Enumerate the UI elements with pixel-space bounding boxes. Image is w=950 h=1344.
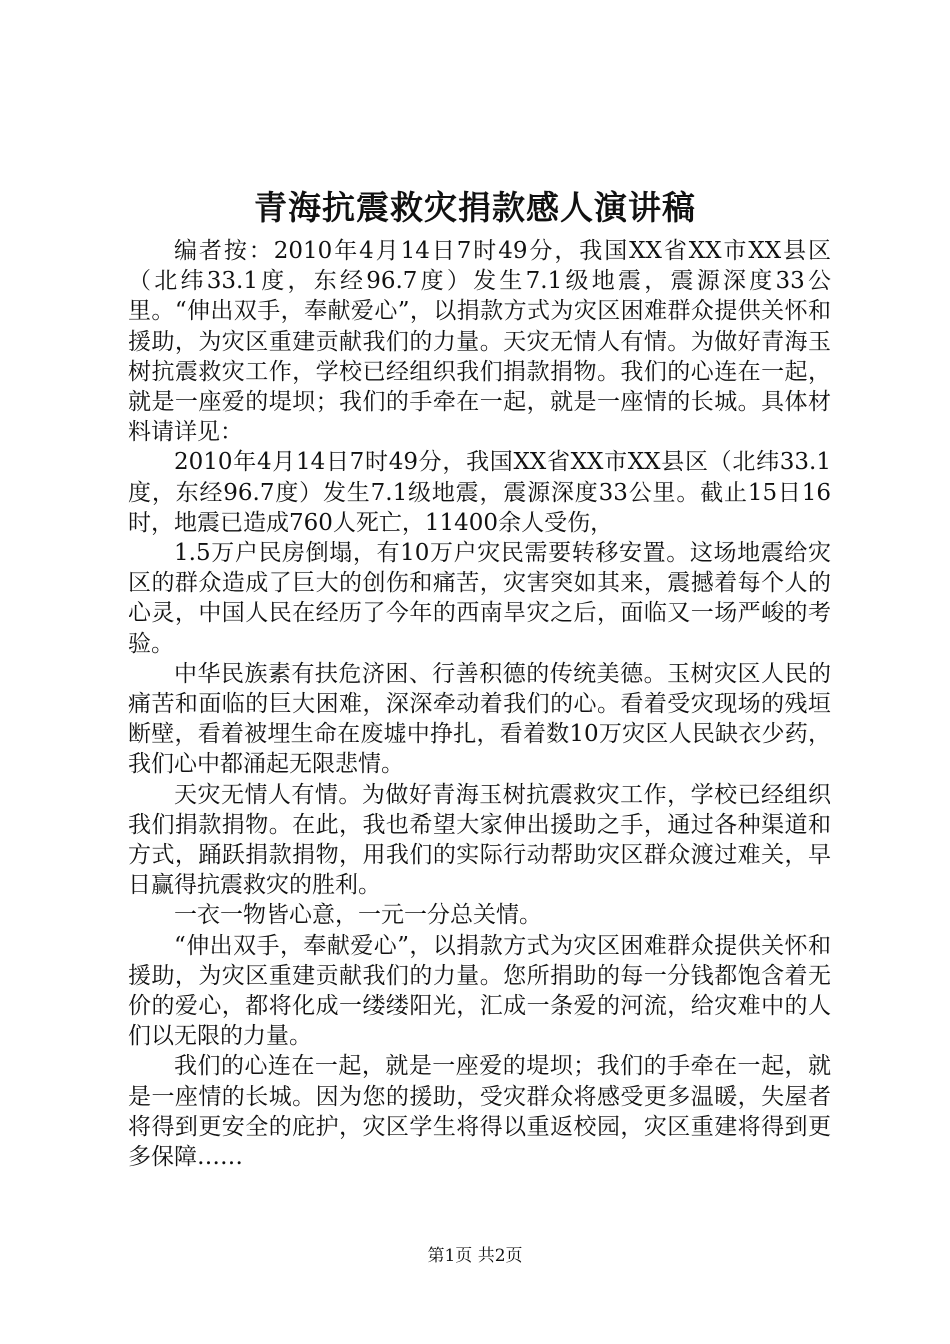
paragraph-donation: “伸出双手，奉献爱心”，以捐款方式为灾区困难群众提供关怀和援助，为灾区重建贡献我们的力量。您所捐助的每一分钱都饱含着无价的爱心，都将化成一缕缕阳光，汇成一条爱的河流，给灾难中的人们以无限的力量。 (128, 932, 831, 1050)
paragraph-damage: 1.5万户民房倒塌，有10万户灾民需要转移安置。这场地震给灾区的群众造成了巨大的创伤和痛苦，灾害突如其来，震撼着每个人的心灵，中国人民在经历了今年的西南旱灾之后，面临又一场严峻的考验。 (128, 540, 831, 657)
paragraph-closing: 我们的心连在一起，就是一座爱的堤坝；我们的手牵在一起，就是一座情的长城。因为您的援助，受灾群众将感受更多温暖，失屋者将得到更安全的庇护，灾区学生将得以重返校园，灾区重建将得到更多保障…… (128, 1053, 831, 1171)
document-title: 青海抗震救灾捐款感人演讲稿 (254, 188, 696, 227)
paragraph-editor-note: 编者按：2010年4月14日7时49分，我国XX省XX市XX县区（北纬33.1度，东经96.7度）发生7.1级地震，震源深度33公里。“伸出双手，奉献爱心”，以捐款方式为灾区困难群众提供关怀和援助，为灾区重建贡献我们的力量。天灾无情人有情。为做好青海玉树抗震救灾工作，学校已经组织我们捐款捐物。我们的心连在一起，就是一座爱的堤坝；我们的手牵在一起，就是一座情的长城。具体材料请详见： (128, 238, 831, 446)
paragraph-tradition: 中华民族素有扶危济困、行善积德的传统美德。玉树灾区人民的痛苦和面临的巨大困难，深深牵动着我们的心。看着受灾现场的残垣断壁，看着被埋生命在废墟中挣扎，看着数10万灾区人民缺衣少药，我们心中都涌起无限悲情。 (128, 660, 831, 778)
document-body (128, 236, 831, 1172)
paragraph-appeal: 天灾无情人有情。为做好青海玉树抗震救灾工作，学校已经组织我们捐款捐物。在此，我也希望大家伸出援助之手，通过各种渠道和方式，踊跃捐款捐物，用我们的实际行动帮助灾区群众渡过难关，早日赢得抗震救灾的胜利。 (128, 781, 831, 899)
paragraph-earthquake-facts: 2010年4月14日7时49分，我国XX省XX市XX县区（北纬33.1度，东经96.7度）发生7.1级地震，震源深度33公里。截止15日16时，地震已造成760人死亡，11400余人受伤， (128, 449, 831, 536)
page-number-footer: 第1页 共2页 (427, 1246, 523, 1266)
paragraph-motto: 一衣一物皆心意，一元一分总关情。 (174, 902, 542, 929)
